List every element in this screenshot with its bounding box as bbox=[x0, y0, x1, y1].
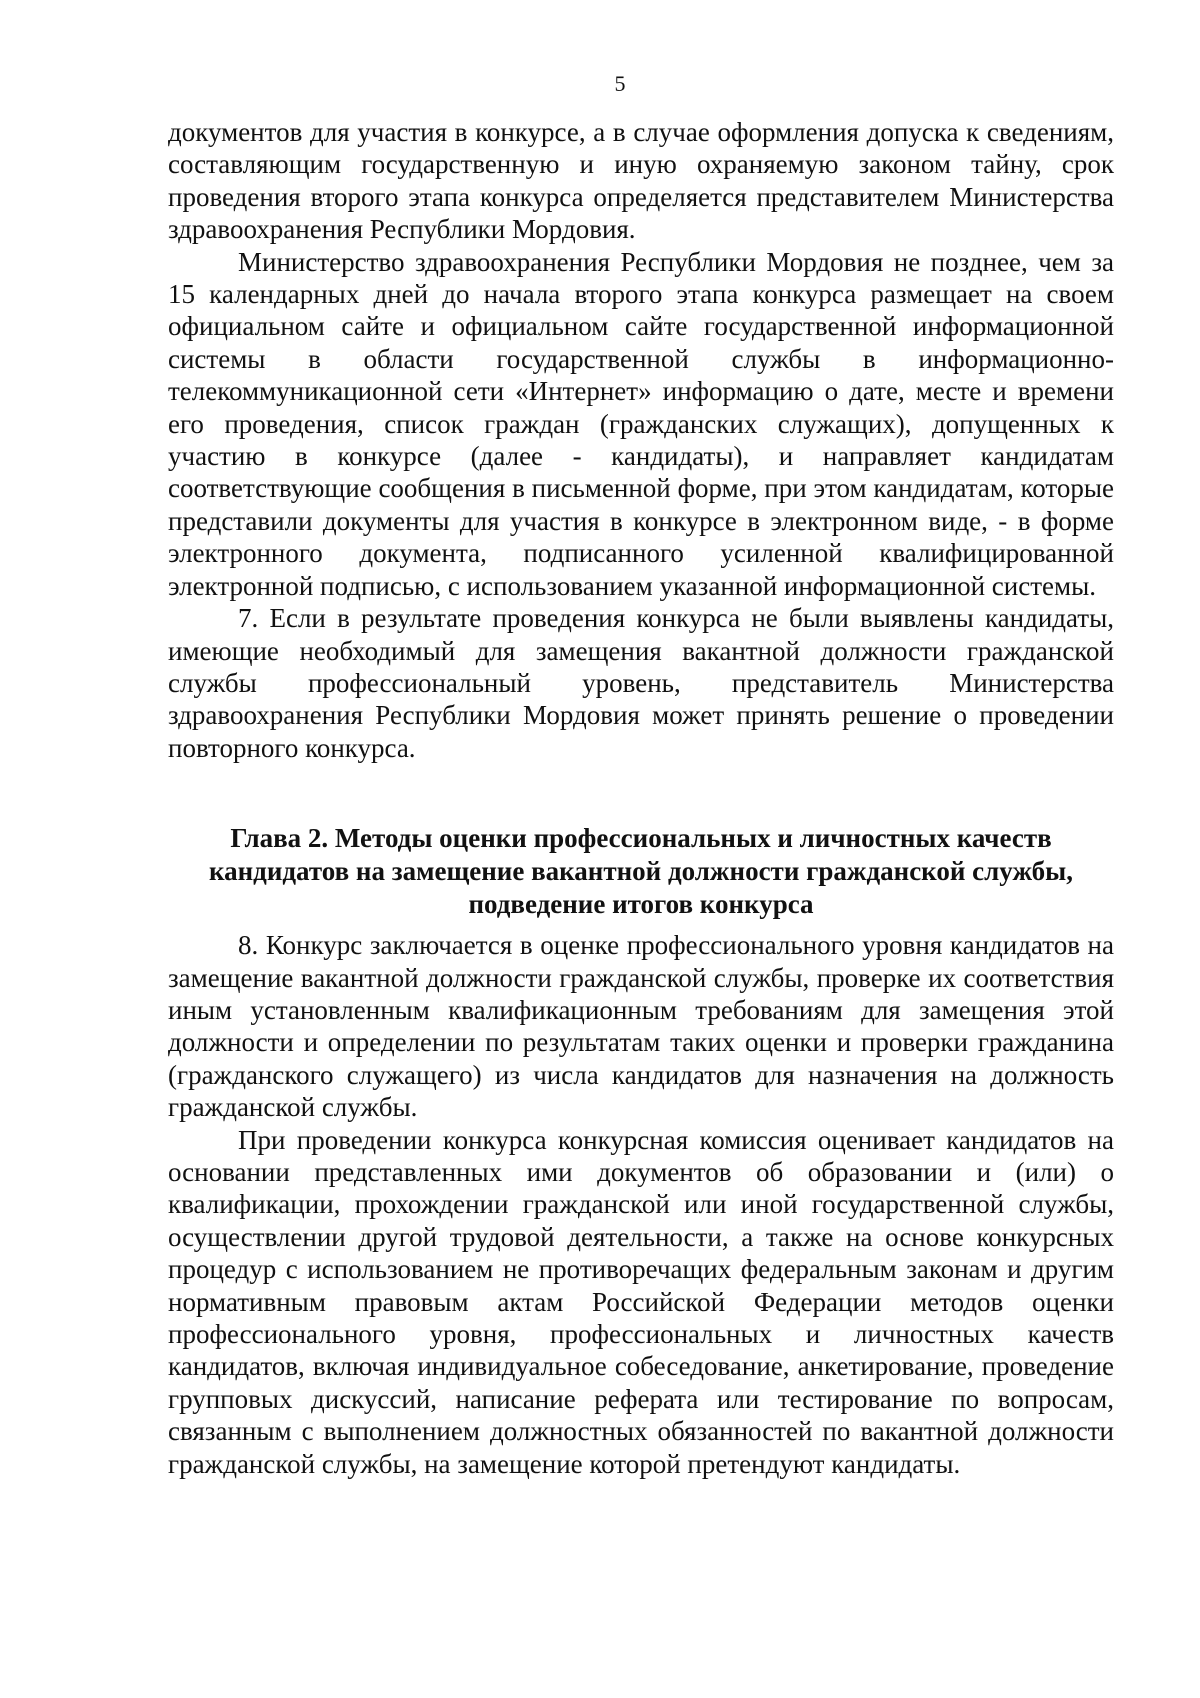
page-number: 5 bbox=[614, 71, 626, 96]
paragraph-evaluation-methods: При проведении конкурса конкурсная комиссия оценивает кандидатов на основании представленных ими документов об образовании и (или) о квалификации, прохождении гражданской или иной государственной службы, осуществлении другой трудовой деятельности, а также на основе конкурсных процедур с использованием не противоречащих федеральным законам и другим нормативным правовым актам Российской Федерации методов оценки профессионального уровня, профессиональных и личностных качеств кандидатов, включая индивидуальное собеседование, анкетирование, проведение групповых дискуссий, написание реферата или тестирование по вопросам, связанным с выполнением должностных обязанностей по вакантной должности гражданской службы, на замещение которой претендуют кандидаты. bbox=[168, 1124, 1114, 1479]
chapter-2-title: Глава 2. Методы оценки профессиональных и личностных качеств кандидатов на замещение вакантной должности гражданской службы, подведение итогов конкурса bbox=[208, 823, 1074, 920]
document-body bbox=[168, 116, 1114, 1480]
paragraph-announcement: Министерство здравоохранения Республики Мордовия не позднее, чем за 15 календарных дней до начала второго этапа конкурса размещает на своем официальном сайте и официальном сайте государственной информационной системы в области государственной службы в информационно-телекоммуникационной сети «Интернет» информацию о дате, месте и времени его проведения, список граждан (гражданских служащих), допущенных к участию в конкурсе (далее - кандидаты), и направляет кандидатам соответствующие сообщения в письменной форме, при этом кандидатам, которые представили документы для участия в конкурсе в электронном виде, - в форме электронного документа, подписанного усиленной квалифицированной электронной подписью, с использованием указанной информационной системы. bbox=[168, 246, 1114, 601]
paragraph-item-8: 8. Конкурс заключается в оценке профессионального уровня кандидатов на замещение вакантной должности гражданской службы, проверке их соответствия иным установленным квалификационным требованиям для замещения этой должности и определении по результатам таких оценки и проверки гражданина (гражданского служащего) из числа кандидатов для назначения на должность гражданской службы. bbox=[168, 930, 1114, 1123]
paragraph-continuation: документов для участия в конкурсе, а в случае оформления допуска к сведениям, составляющим государственную и иную охраняемую законом тайну, срок проведения второго этапа конкурса определяется представителем Министерства здравоохранения Республики Мордовия. bbox=[168, 117, 1114, 245]
paragraph-item-7: 7. Если в результате проведения конкурса не были выявлены кандидаты, имеющие необходимый для замещения вакантной должности гражданской службы профессиональный уровень, представитель Министерства здравоохранения Республики Мордовия может принять решение о проведении повторного конкурса. bbox=[168, 603, 1114, 763]
